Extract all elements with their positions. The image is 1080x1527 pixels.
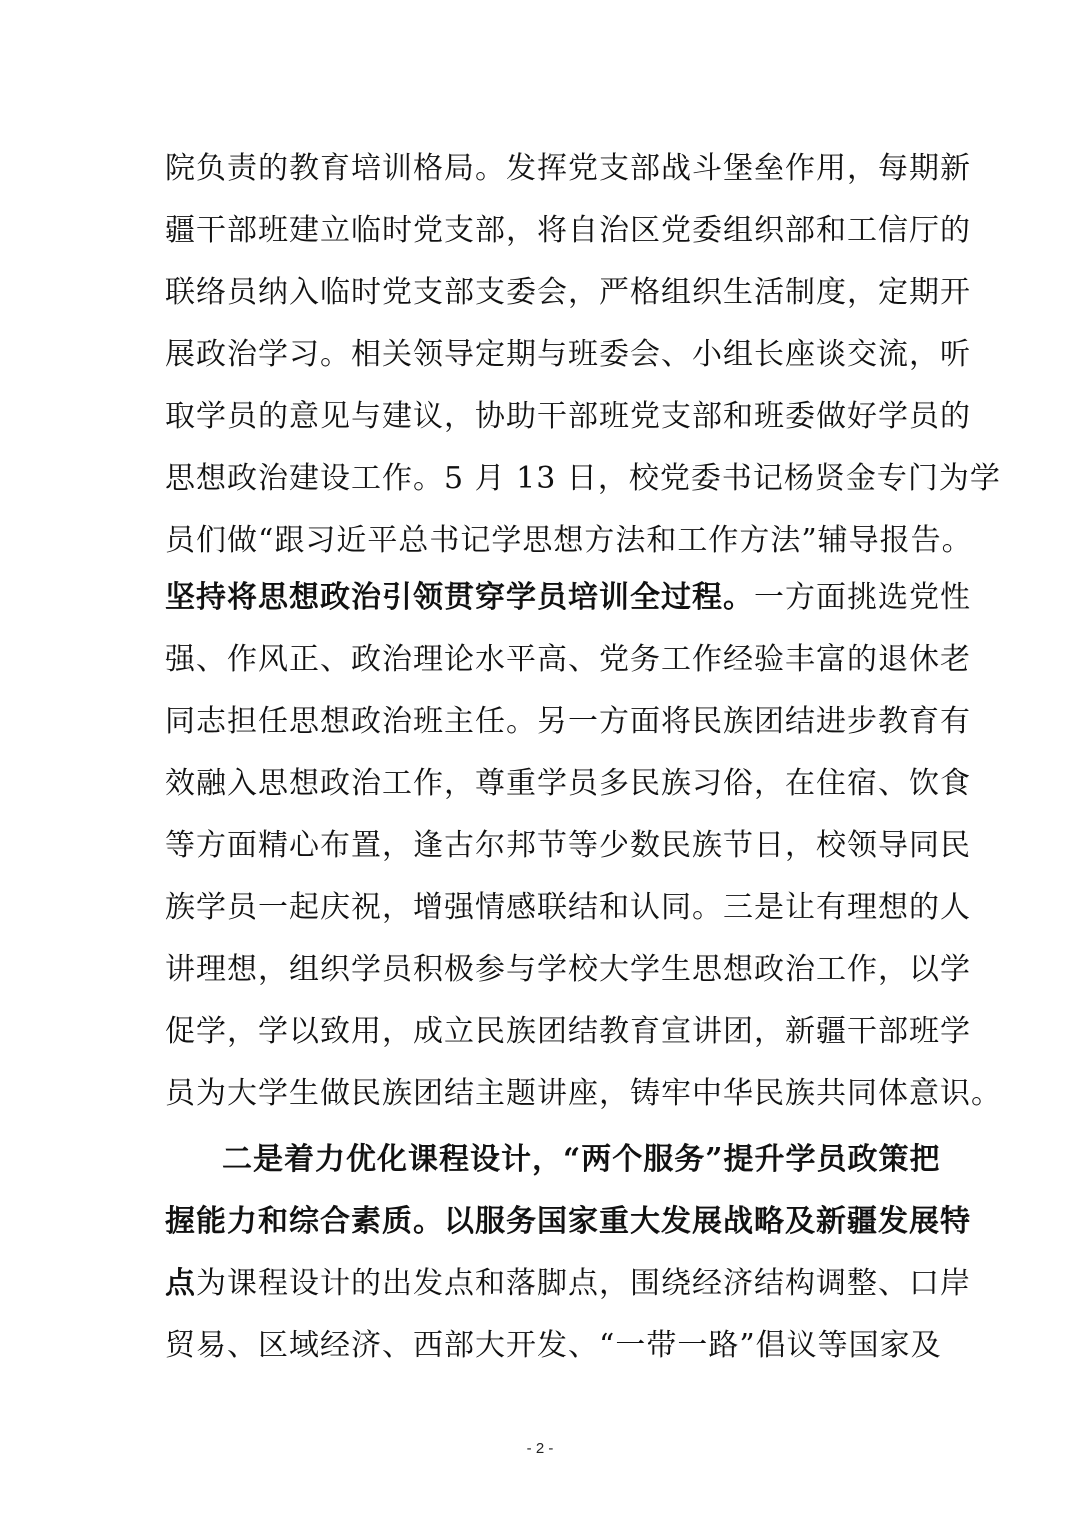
- body-text: 讲理想，组织学员积极参与学校大学生思想政治工作，以学: [165, 952, 971, 987]
- body-text: 等方面精心布置，逢古尔邦节等少数民族节日，校领导同民: [165, 828, 971, 863]
- text-line: [165, 273, 971, 313]
- text-line: [165, 521, 973, 561]
- text-line: [165, 1326, 942, 1366]
- body-text: 院负责的教育培训格局。发挥党支部战斗堡垒作用，每期新: [165, 151, 971, 186]
- text-line: [165, 397, 971, 437]
- body-text: 思想政治建设工作。5 月 13 日，校党委书记杨贤金专门为学: [165, 461, 1001, 496]
- body-text: 贸易、区域经济、西部大开发、“一带一路”倡议等国家及: [165, 1328, 942, 1363]
- bold-heading-text: 二是着力优化课程设计，“两个服务”提升学员政策把: [222, 1142, 941, 1177]
- body-text: 族学员一起庆祝，增强情感联结和认同。三是让有理想的人: [165, 890, 971, 925]
- text-line: [165, 335, 971, 375]
- text-line: [165, 702, 971, 742]
- body-text: 促学，学以致用，成立民族团结教育宣讲团，新疆干部班学: [165, 1014, 971, 1049]
- text-line: [165, 578, 971, 618]
- body-text: 一方面挑选党性: [754, 580, 971, 615]
- body-text: 为课程设计的出发点和落脚点，围绕经济结构调整、口岸: [196, 1266, 971, 1301]
- bold-heading-text: 坚持将思想政治引领贯穿学员培训全过程。: [165, 580, 754, 615]
- body-text: 展政治学习。相关领导定期与班委会、小组长座谈交流，听: [165, 337, 971, 372]
- text-line: [165, 950, 971, 990]
- text-line: [165, 149, 971, 189]
- text-line: [165, 1202, 971, 1242]
- text-line: [165, 826, 971, 866]
- text-line: [165, 640, 971, 680]
- text-line: [165, 888, 971, 928]
- body-text: 员们做“跟习近平总书记学思想方法和工作方法”辅导报告。: [165, 523, 973, 558]
- bold-heading-text: 握能力和综合素质。以服务国家重大发展战略及新疆发展特: [165, 1204, 971, 1239]
- body-text: 同志担任思想政治班主任。另一方面将民族团结进步教育有: [165, 704, 971, 739]
- body-text: 效融入思想政治工作，尊重学员多民族习俗，在住宿、饮食: [165, 766, 971, 801]
- body-text: 强、作风正、政治理论水平高、党务工作经验丰富的退休老: [165, 642, 971, 677]
- text-line: [165, 1012, 971, 1052]
- text-line: [165, 1074, 1002, 1114]
- text-line: [222, 1140, 941, 1180]
- text-line: [165, 1264, 971, 1304]
- body-text: 联络员纳入临时党支部支委会，严格组织生活制度，定期开: [165, 275, 971, 310]
- body-text: 员为大学生做民族团结主题讲座，铸牢中华民族共同体意识。: [165, 1076, 1002, 1111]
- page-number: - 2 -: [526, 1440, 554, 1457]
- body-text: 疆干部班建立临时党支部，将自治区党委组织部和工信厅的: [165, 213, 971, 248]
- text-line: [165, 211, 971, 251]
- text-line: [165, 459, 1001, 499]
- body-text: 取学员的意见与建议，协助干部班党支部和班委做好学员的: [165, 399, 971, 434]
- text-line: [165, 764, 971, 804]
- bold-heading-text: 点: [165, 1266, 196, 1301]
